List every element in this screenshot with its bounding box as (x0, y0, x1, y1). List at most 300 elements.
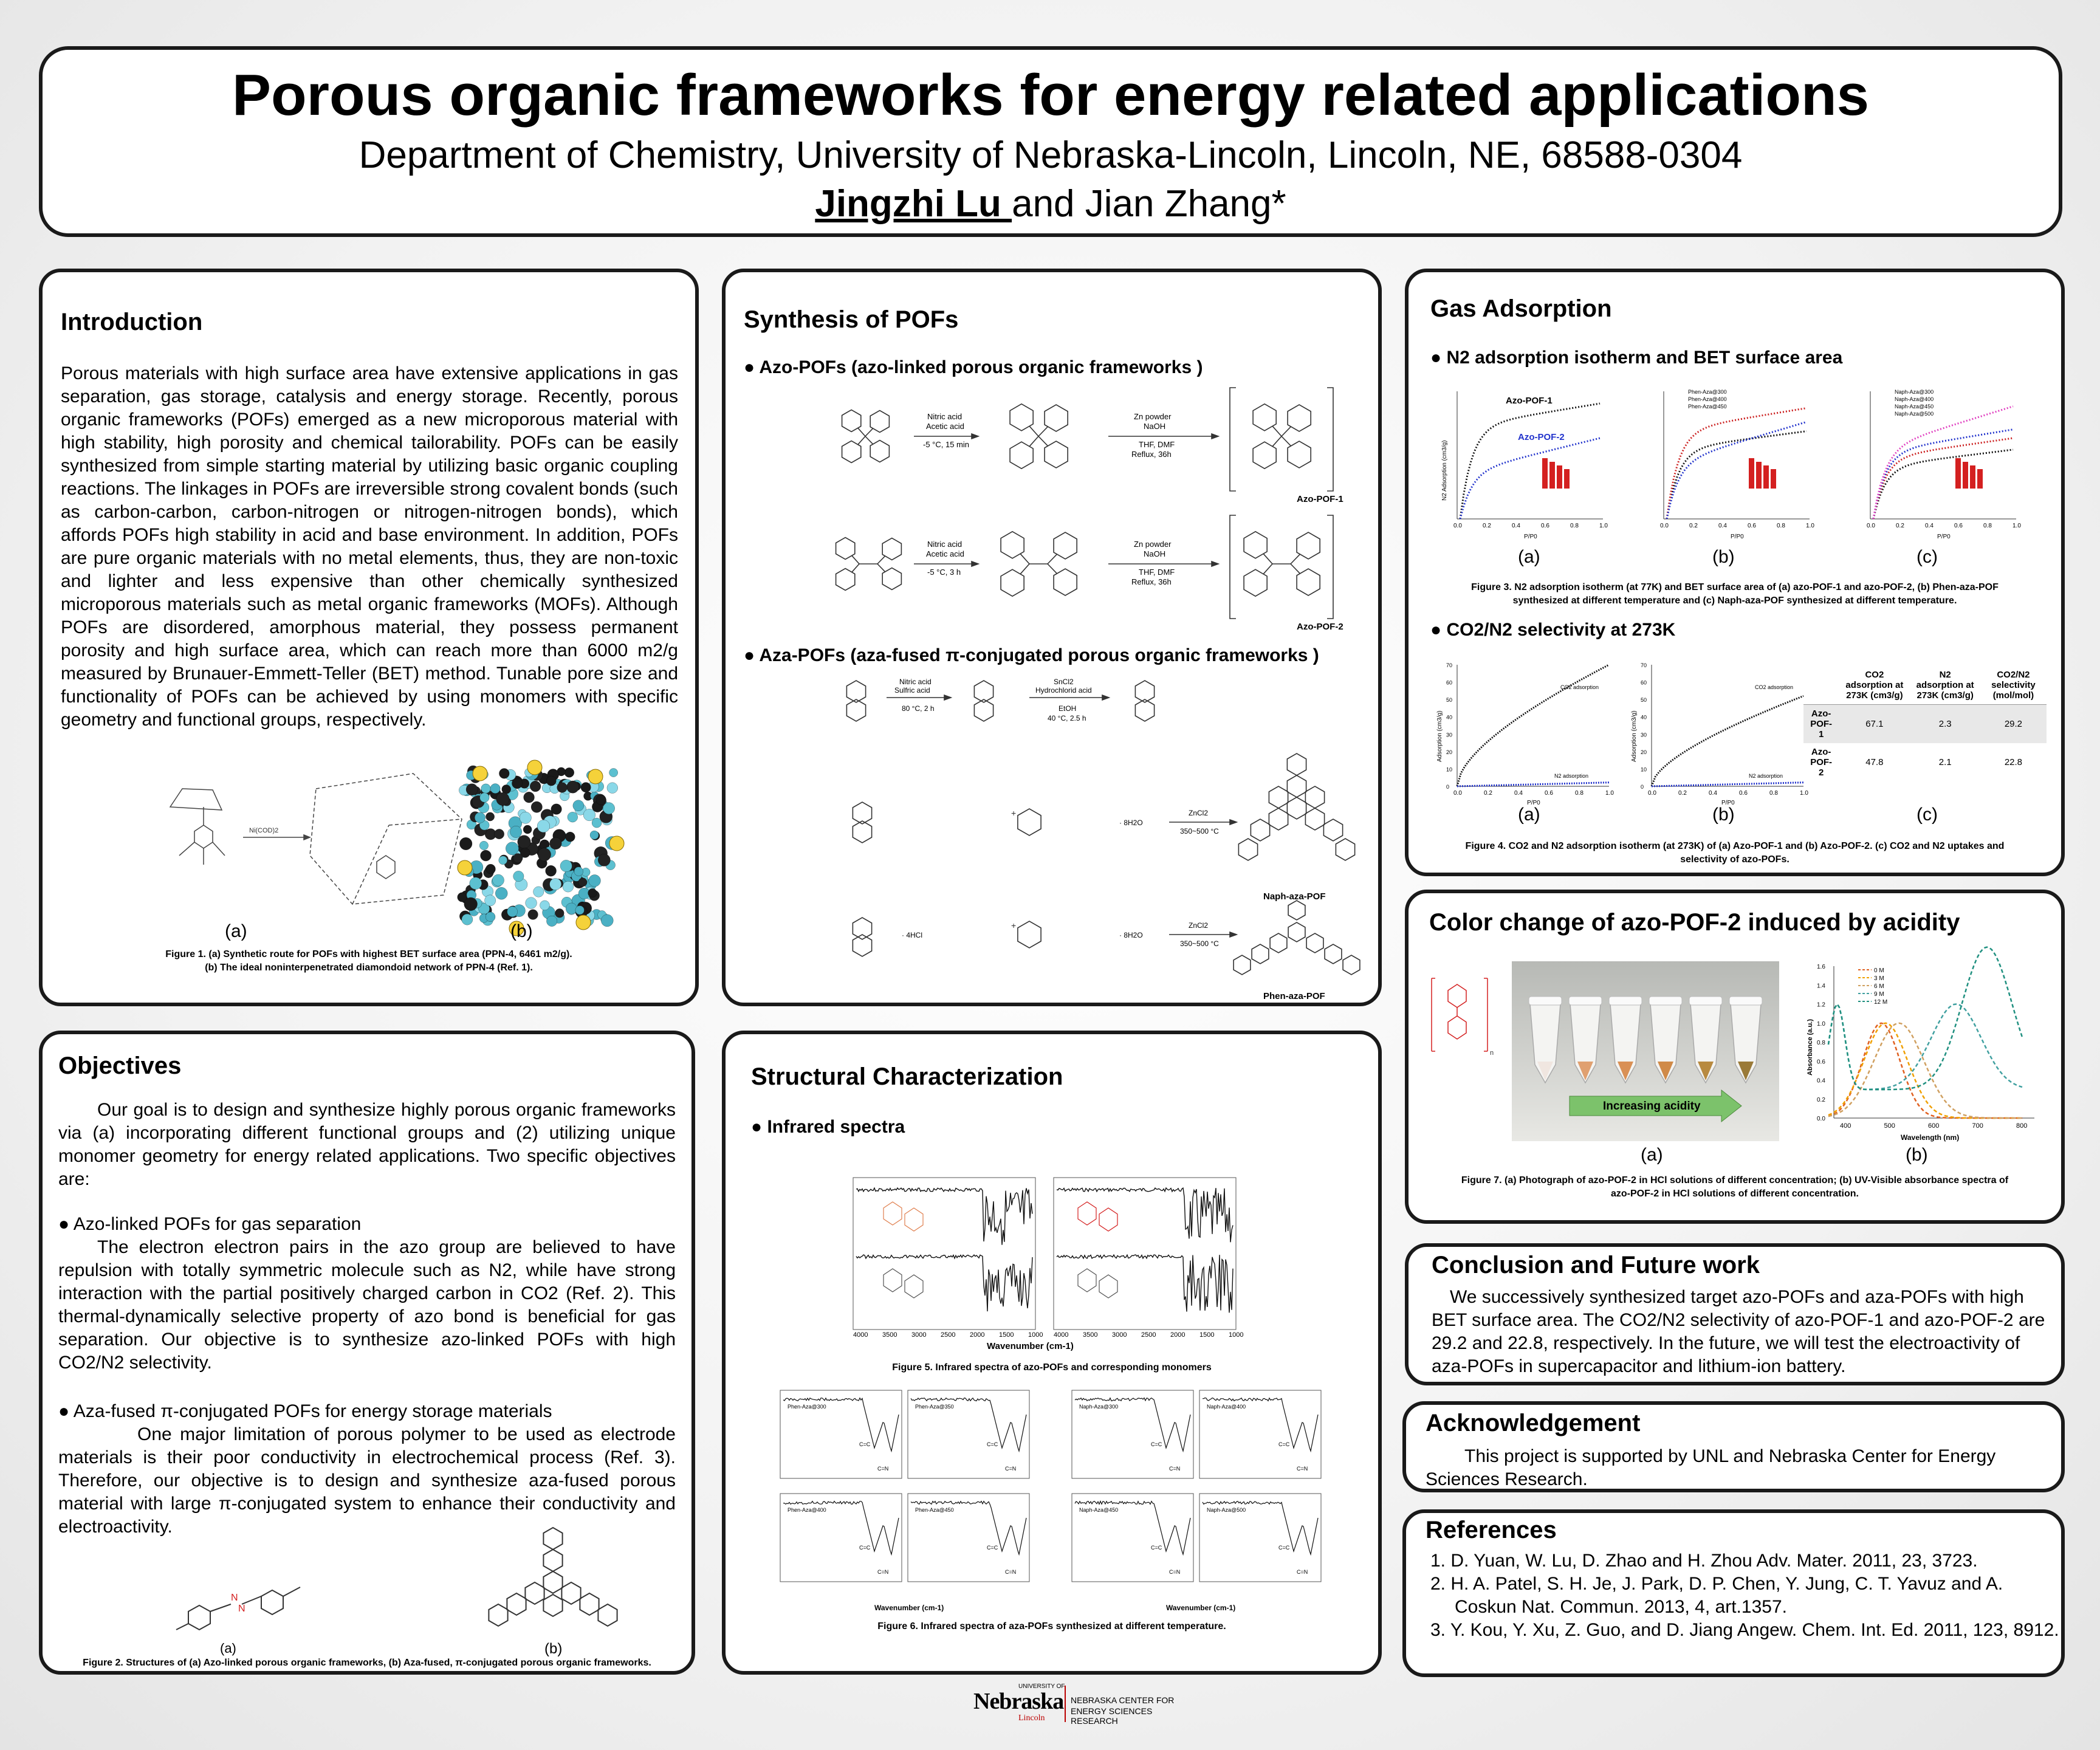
poster-title: Porous organic frameworks for energy related applications (232, 63, 1870, 128)
network-atom (479, 841, 488, 849)
ir-peak-cc: C=C (859, 1545, 871, 1551)
y-tick-label: 40 (1446, 714, 1453, 721)
ir-tick-label: 1500 (1199, 1331, 1215, 1339)
cyclohexanehexone-ring (1018, 809, 1041, 836)
aza-ring (525, 1582, 544, 1604)
bond (877, 556, 885, 564)
legend-label: 9 M (1874, 991, 1884, 998)
n2-series-label: N2 adsorption (1749, 773, 1783, 779)
phenyl-ring (1288, 441, 1311, 468)
y-tick-label: 10 (1641, 766, 1647, 773)
polymer-bracket (1327, 515, 1333, 619)
figure3-caption-1: Figure 3. N2 adsorption isotherm (at 77K) and BET surface area of (a) azo-POF-1 and azo-POF-2, (b) Phen-aza-POF (1471, 582, 1999, 592)
logo-center-line2: ENERGY SCIENCES RESEARCH (1071, 1706, 1153, 1726)
network-atom (485, 895, 496, 906)
objective-2-text: One major limitation of porous polymer to be used as electrode materials is their poor conductivity in electrochemical process (Ref. 3). Therefore, our objective is to design and synthesize aza-fused porous material with large π-conjugated system to enhance their conductivity and electroactivity. (58, 1424, 676, 1537)
ir-tick-label: 3000 (911, 1331, 927, 1339)
bond (1038, 427, 1048, 436)
network-atom (499, 769, 509, 779)
network-atom (560, 860, 572, 871)
polymer-bracket (1230, 515, 1236, 619)
azo-pofs-heading: ● Azo-POFs (azo-linked porous organic frameworks ) (744, 357, 1203, 377)
naph-aza-pof-label: Naph-aza-POF (1263, 891, 1326, 902)
azo-r4-bot2: Reflux, 36h (1131, 577, 1172, 586)
conclusion-panel (1405, 1243, 2065, 1385)
figure7a-vials-photo (1512, 961, 1779, 1141)
x-tick-label: 1.0 (2012, 523, 2021, 529)
network-atom (534, 887, 544, 897)
network-atom (470, 877, 482, 890)
network-atom (512, 778, 522, 788)
network-atom (550, 837, 562, 849)
network-atom (568, 812, 578, 822)
azo-r4-bot: THF, DMF (1139, 568, 1175, 577)
y-axis-label: Adsorption (cm3/g) (1436, 710, 1443, 762)
figure1-label-a: (a) (225, 921, 247, 941)
network-atom (459, 837, 472, 850)
x-tick-label: 0.4 (1512, 523, 1520, 529)
network-atom (589, 875, 601, 887)
y-axis-label: Adsorption (cm3/g) (1631, 710, 1638, 762)
y-tick-label: 0.8 (1817, 1040, 1825, 1046)
fused-ring (1323, 819, 1342, 841)
fused-ring (1336, 839, 1354, 860)
network-atom (492, 874, 504, 886)
network-atom (510, 826, 522, 837)
network-atom (564, 767, 574, 777)
fused-ring (1251, 819, 1269, 841)
x-tick-label: 0.4 (1925, 523, 1934, 529)
table-row (1803, 705, 2047, 744)
ir-trace-azo1-monomer (856, 1255, 1032, 1311)
isotherm-series (1667, 431, 1807, 519)
synthesis-title: Synthesis of POFs (744, 306, 959, 333)
x-tick-label: 600 (1928, 1122, 1940, 1130)
y-tick-label: 1.2 (1817, 1001, 1825, 1009)
acknowledgement-panel (1402, 1401, 2065, 1492)
introduction-text: Porous materials with high surface area have extensive applications in gas separation, gas storage, catalysis and energy storage. Recently, porous organic frameworks (POFs) emerged as a new microporous material with high stability, high porosity and chemical tailorability. POFs can be easily synthesized from simple starting material by utilizing basic organic coupling reactions. The linkages in POFs are irreversible strong covalent bonds (such as carbon-carbon, carbon-nitrogen or nitrogen-nitrogen bonds), which affords POFs high stability in acid and base environment. In addition, POFs are pure organic materials with no metal elements, thus, they are non-toxic and lighter and less expensive than other chemically synthesized microporous materials such as metal organic frameworks (MOFs). Although POFs are disordered, amorphous material, they possess permanent porosity and high surface area, which can reach more than 6000 m2/g measured by Brunauer-Emmett-Teller (BET) method. Tunable pore size and functionality of POFs can be achieved by using monomers with specific geometry and functional groups, respectively. (61, 363, 678, 730)
aza-r5-top: SnCl2 (1054, 678, 1074, 686)
x-tick-label: 0.0 (1453, 790, 1462, 797)
table-cell: Azo-POF-2 (1810, 747, 1833, 778)
acknowledgement-title: Acknowledgement (1426, 1410, 1641, 1436)
vial-cap (1569, 997, 1602, 1005)
gas-title: Gas Adsorption (1430, 295, 1612, 322)
phenyl-ring (1045, 441, 1068, 468)
ir-peak-cn: C=N (1005, 1569, 1017, 1575)
figure1-reagent: Ni(COD)2 (249, 827, 279, 834)
bond (1020, 554, 1029, 564)
y-tick-label: 10 (1446, 766, 1453, 773)
structural-panel (722, 1031, 1382, 1675)
reference-3: 3. Y. Kou, Y. Xu, Z. Guo, and D. Jiang Angew. Chem. Int. Ed. 2011, 123, 8912. (1430, 1620, 2059, 1640)
structural-title: Structural Characterization (751, 1063, 1063, 1090)
network-atom (524, 792, 535, 803)
figure2-caption: Figure 2. Structures of (a) Azo-linked porous organic frameworks, (b) Aza-fused, π-conjugated porous organic frameworks. (83, 1658, 651, 1668)
bond (1263, 554, 1272, 564)
network-atom (531, 801, 542, 812)
azo-r2-top: Zn powder (1134, 412, 1172, 421)
legend-label: 3 M (1874, 975, 1884, 982)
phenyl-ring (1054, 532, 1077, 559)
azo-r2-bot2: Reflux, 36h (1131, 450, 1172, 459)
phenyl-ring (870, 441, 889, 462)
y-tick-label: 0 (1446, 784, 1450, 790)
network-atom (601, 914, 613, 927)
network-atom (475, 812, 485, 823)
network-atom (578, 878, 587, 887)
isotherm-series (1873, 450, 2013, 519)
logo-nebraska: Nebraska (973, 1689, 1064, 1714)
table-row (1803, 743, 2047, 781)
legend-label: 12 M (1874, 999, 1888, 1006)
x-axis-label: P/P0 (1524, 534, 1537, 540)
conclusion-text: We successively synthesized target azo-POFs and aza-POFs with high BET surface area. The CO2/N2 selectivity of azo-POF-1 and azo-POF-2 are 29.2 and 22.8, respectively. In the future, we will test the electroactivity of aza-POFs in supercapacitor and lithium-ion battery. (1432, 1287, 2045, 1376)
fused-ring (1287, 775, 1306, 797)
bet-bar (1977, 469, 1983, 489)
aza-ring (598, 1604, 617, 1626)
ir-tick-label: 2000 (970, 1331, 985, 1339)
figure3-caption-2: synthesized at different temperature and (c) Naph-aza-POF synthesized at different temperature. (1512, 595, 1957, 606)
y-axis-label: Absorbance (a.u.) (1807, 1019, 1814, 1076)
aza-r4-top: Nitric acid (899, 678, 932, 686)
x-tick-label: 0.8 (1983, 523, 1992, 529)
aza-ring (543, 1571, 562, 1593)
network-atom (575, 906, 585, 915)
ir-sample-label: Phen-Aza@450 (915, 1507, 954, 1513)
aromatic-ring (853, 935, 871, 956)
n2-heading: ● N2 adsorption isotherm and BET surface area (1430, 348, 1843, 368)
azo-pof-1-label: Azo-POF-1 (1297, 494, 1343, 504)
x-tick-label: 0.8 (1769, 790, 1778, 797)
objective-2-title: ● Aza-fused π-conjugated POFs for energy storage materials (58, 1401, 552, 1421)
figure6-caption: Figure 6. Infrared spectra of aza-POFs synthesized at different temperature. (877, 1621, 1226, 1632)
azo-r2-bot: THF, DMF (1139, 440, 1175, 449)
y-tick-label: 0 (1641, 784, 1644, 790)
ir-tick-label: 4000 (853, 1331, 868, 1339)
phenyl-ring (882, 568, 901, 590)
x-tick-label: 0.0 (1453, 523, 1462, 529)
fused-ring (1325, 944, 1342, 964)
network-atom (507, 907, 518, 917)
azo-r3-bot: -5 °C, 3 h (927, 568, 961, 577)
ir-peak-cc: C=C (987, 1545, 998, 1551)
x-axis-label: P/P0 (1937, 534, 1951, 540)
table-cell: Azo-POF-1 (1810, 709, 1833, 739)
ir-trace-azo2-polymer (1057, 1188, 1233, 1242)
network-atom (566, 903, 577, 914)
table-header-blank (1803, 666, 1839, 705)
series-label-azo2: Azo-POF-2 (1518, 432, 1565, 442)
uv-series (1828, 947, 2022, 1089)
network-atom (563, 881, 574, 892)
affiliation: Department of Chemistry, University of Nebraska-Lincoln, Lincoln, NE, 68588-0304 (359, 134, 1743, 176)
table-header-selectivity: CO2/N2 selectivity (mol/mol) (1991, 670, 2036, 701)
ir-trace-azo1-polymer (856, 1188, 1032, 1245)
bond (852, 556, 859, 564)
bet-bar (1756, 462, 1762, 489)
network-atom (573, 800, 584, 811)
x-tick-label: 0.6 (1545, 790, 1553, 797)
network-atom (603, 803, 614, 814)
bond (1282, 436, 1291, 446)
bond (1282, 427, 1291, 436)
figure6-ir-grid (780, 1390, 1327, 1615)
figure4-label-a: (a) (1518, 805, 1540, 825)
table-cell: 29.2 (2004, 719, 2023, 729)
legend-label: 6 M (1874, 983, 1884, 990)
network-atom (506, 842, 518, 855)
cyclohexanehexone-ring (1018, 921, 1041, 948)
azo-r3-top: Nitric acid (927, 540, 962, 549)
fused-ring (1238, 839, 1257, 860)
network-atom (555, 908, 564, 918)
aza-synthesis-scheme (829, 673, 1364, 1001)
y-tick-label: 70 (1641, 662, 1647, 668)
figure4-label-b: (b) (1712, 805, 1735, 825)
aromatic-ring (853, 918, 871, 939)
n2-series-label: N2 adsorption (1554, 773, 1589, 779)
legend-c-item: Naph-Aza@400 (1895, 396, 1934, 402)
figure7-label-b: (b) (1906, 1145, 1928, 1165)
figure7-caption-2: azo-POF-2 in HCl solutions of different concentration. (1610, 1189, 1859, 1199)
series-label-azo1: Azo-POF-1 (1506, 396, 1553, 406)
network-atom (481, 850, 492, 861)
x-tick-label: 500 (1884, 1122, 1895, 1130)
table-cell: 47.8 (1865, 757, 1884, 767)
network-atom (458, 893, 467, 902)
ir-sample-label: Phen-Aza@300 (787, 1404, 826, 1410)
authors (43, 182, 2059, 225)
y-tick-label: 0.6 (1817, 1059, 1825, 1066)
author-primary: Jingzhi Lu (815, 183, 1012, 225)
x-tick-label: 0.2 (1483, 523, 1491, 529)
uv-series (1828, 1023, 2022, 1118)
x-tick-label: 800 (2016, 1122, 2028, 1130)
network-node (527, 760, 542, 775)
ir-peak-cn: C=N (1169, 1569, 1181, 1575)
phenyl-ring (1297, 569, 1320, 595)
figure4-table (1803, 666, 2047, 781)
bond (1263, 564, 1272, 574)
isotherm-series (1873, 407, 2013, 519)
references-panel (1402, 1509, 2065, 1677)
network-atom (528, 910, 538, 920)
footer-logo (973, 1683, 1180, 1726)
bond (1020, 564, 1029, 574)
n2-series (1652, 783, 1803, 786)
fused-ring (1270, 933, 1287, 953)
fused-ring (1234, 955, 1251, 975)
network-atom (557, 783, 568, 793)
figure1a-scheme (158, 764, 474, 916)
azo-r4-top2: NaOH (1144, 549, 1166, 558)
network-atom (486, 912, 495, 922)
x-tick-label: 700 (1972, 1122, 1983, 1130)
bond (877, 564, 885, 572)
x-tick-label: 0.8 (1777, 523, 1785, 529)
figure7-label-a: (a) (1641, 1145, 1663, 1165)
isotherm-series (1460, 403, 1600, 519)
network-atom (486, 812, 494, 821)
network-atom (550, 878, 561, 890)
ir-tick-label: 2000 (1170, 1331, 1186, 1339)
aza-r4-bot: 80 °C, 2 h (902, 704, 935, 713)
x-tick-label: 0.2 (1484, 790, 1492, 797)
vial-cap (1609, 997, 1642, 1005)
x-tick-label: 0.4 (1718, 523, 1727, 529)
x-tick-label: 0.0 (1648, 790, 1656, 797)
network-atom (583, 809, 595, 821)
objective-1-text: The electron electron pairs in the azo group are believed to have repulsion with totally symmetric molecule such as N2, while have strong interaction with the partial positively charged carbon in CO2 (Ref. 2). This thermal-dynamically selective property of azo bond is beneficial for gas separation. Our objective is to synthesize azo-linked POFs with high CO2/N2 selectivity. (58, 1237, 676, 1373)
ir-peak-cc: C=C (859, 1441, 871, 1447)
legend-b-item: Phen-Aza@400 (1688, 396, 1727, 402)
aza-ring (489, 1604, 507, 1626)
figure4-caption-1: Figure 4. CO2 and N2 adsorption isotherm (at 273K) of (a) Azo-POF-1 and (b) Azo-POF-2. (c) CO2 and N2 uptakes and (1465, 841, 2005, 851)
bond (1291, 564, 1300, 574)
co2-heading: ● CO2/N2 selectivity at 273K (1430, 620, 1676, 640)
ir-tick-label: 3500 (1083, 1331, 1098, 1339)
phenyl-ring (1297, 532, 1320, 559)
bond (1291, 554, 1300, 564)
legend-c-item: Naph-Aza@450 (1895, 403, 1934, 410)
y-tick-label: 50 (1641, 697, 1647, 704)
header-panel (39, 46, 2062, 237)
figure1-caption-2: (b) The ideal noninterpenetrated diamondoid network of PPN-4 (Ref. 1). (205, 962, 533, 973)
synthesis-panel (722, 269, 1382, 1006)
fused-ring (1288, 922, 1305, 942)
bond (1048, 554, 1057, 564)
legend-b-item: Phen-Aza@300 (1688, 389, 1727, 395)
ir-peak-cc: C=C (1151, 1545, 1162, 1551)
plus-sign: + (1011, 808, 1017, 818)
figure4-caption-2: selectivity of azo-POFs. (1680, 854, 1789, 865)
isotherm-series (1460, 438, 1600, 519)
vial-cap (1729, 997, 1762, 1005)
network-atom (513, 853, 523, 863)
network-atom (486, 864, 495, 874)
legend-label: 0 M (1874, 967, 1884, 974)
y-tick-label: 30 (1641, 732, 1647, 738)
bet-bar (1564, 469, 1570, 489)
network-atom (537, 820, 550, 832)
phenyl-ring (1288, 405, 1311, 431)
azo-r2-top2: NaOH (1144, 422, 1166, 431)
network-atom (607, 783, 618, 794)
figure2-label-a: (a) (220, 1641, 236, 1656)
x-tick-label: 400 (1840, 1122, 1851, 1130)
network-atom (596, 795, 606, 805)
logo-university-of: UNIVERSITY OF (1018, 1683, 1065, 1690)
aza-r5-top2: Hydrochlorid acid (1035, 686, 1092, 695)
figure1b-network (444, 758, 632, 935)
bond (1272, 436, 1282, 446)
azo-r1-top: Nitric acid (927, 412, 962, 421)
fused-ring (1343, 955, 1360, 975)
azo-r3-top2: Acetic acid (926, 549, 964, 558)
network-atom (581, 783, 591, 792)
azo-pof-2-structure (1427, 972, 1500, 1057)
ir-trace-azo2-monomer (1057, 1255, 1233, 1312)
ir-peak-cc: C=C (1278, 1441, 1290, 1447)
objectives-panel (39, 1031, 695, 1675)
figure3-n2-isotherms (1433, 379, 2053, 543)
x-tick-label: 1.0 (1800, 790, 1808, 797)
network-atom (598, 854, 610, 866)
bond (1029, 436, 1038, 446)
logo-divider (1065, 1686, 1066, 1722)
figure5-caption: Figure 5. Infrared spectra of azo-POFs and corresponding monomers (892, 1362, 1212, 1373)
fused-ring (1287, 797, 1306, 819)
bet-bar (1963, 462, 1968, 489)
bet-bar (1557, 465, 1562, 489)
phenyl-ring (882, 538, 901, 560)
bet-bar (1763, 465, 1769, 489)
bet-bar (1749, 458, 1754, 489)
ir-tick-label: 3000 (1112, 1331, 1127, 1339)
x-tick-label: 0.2 (1678, 790, 1687, 797)
network-atom (466, 784, 478, 795)
ir-tick-label: 2500 (941, 1331, 956, 1339)
network-atom (540, 901, 549, 910)
network-atom (538, 848, 551, 861)
aza-hcl: · 4HCl (902, 931, 923, 939)
co2-series (1457, 665, 1609, 786)
x-tick-label: 0.2 (1896, 523, 1904, 529)
ir-peak-cn: C=N (877, 1466, 889, 1472)
n2-series (1457, 783, 1609, 786)
y-tick-label: 60 (1641, 679, 1647, 686)
bond (865, 428, 873, 436)
network-atom (530, 781, 541, 792)
aza-r7-bot: 350~500 °C (1180, 939, 1219, 948)
network-atom (496, 792, 509, 805)
network-node (588, 769, 603, 784)
figure4-label-c: (c) (1916, 805, 1938, 825)
x-axis-label: Wavelength (nm) (1901, 1133, 1960, 1142)
uv-series (1828, 1023, 2022, 1118)
aza-r5-bot: EtOH (1059, 704, 1077, 713)
azo-synthesis-scheme (823, 382, 1370, 637)
network-atom (546, 865, 557, 876)
aza-r7-top: ZnCl2 (1189, 921, 1209, 930)
ir-peak-cn: C=N (1297, 1466, 1308, 1472)
ir-sample-label: Naph-Aza@300 (1079, 1404, 1119, 1410)
network-atom (567, 781, 579, 793)
ir-xlabel: Wavenumber (cm-1) (874, 1604, 944, 1612)
azo-r1-top2: Acetic acid (926, 422, 964, 431)
aza-ring (561, 1582, 580, 1604)
figure2b-aza-structure (468, 1514, 638, 1636)
vial-cap (1529, 997, 1562, 1005)
x-axis-label: P/P0 (1721, 800, 1735, 806)
x-tick-label: 0.0 (1660, 523, 1669, 529)
isotherm-series (1667, 408, 1807, 519)
fused-ring (1306, 933, 1323, 953)
network-atom (520, 812, 531, 823)
x-axis-label: P/P0 (1731, 534, 1744, 540)
azo-r1-bot: -5 °C, 15 min (923, 440, 970, 449)
phenyl-ring (1054, 569, 1077, 595)
objective-1-title: ● Azo-linked POFs for gas separation (58, 1214, 362, 1234)
azo-r4-top: Zn powder (1134, 540, 1172, 549)
aza-ring (543, 1528, 562, 1549)
y-tick-label: 1.0 (1817, 1020, 1825, 1028)
azo-pof-2-label: Azo-POF-2 (1297, 622, 1343, 632)
phenyl-ring (870, 411, 889, 433)
network-atom (565, 832, 575, 842)
y-tick-label: 0.0 (1817, 1116, 1825, 1122)
